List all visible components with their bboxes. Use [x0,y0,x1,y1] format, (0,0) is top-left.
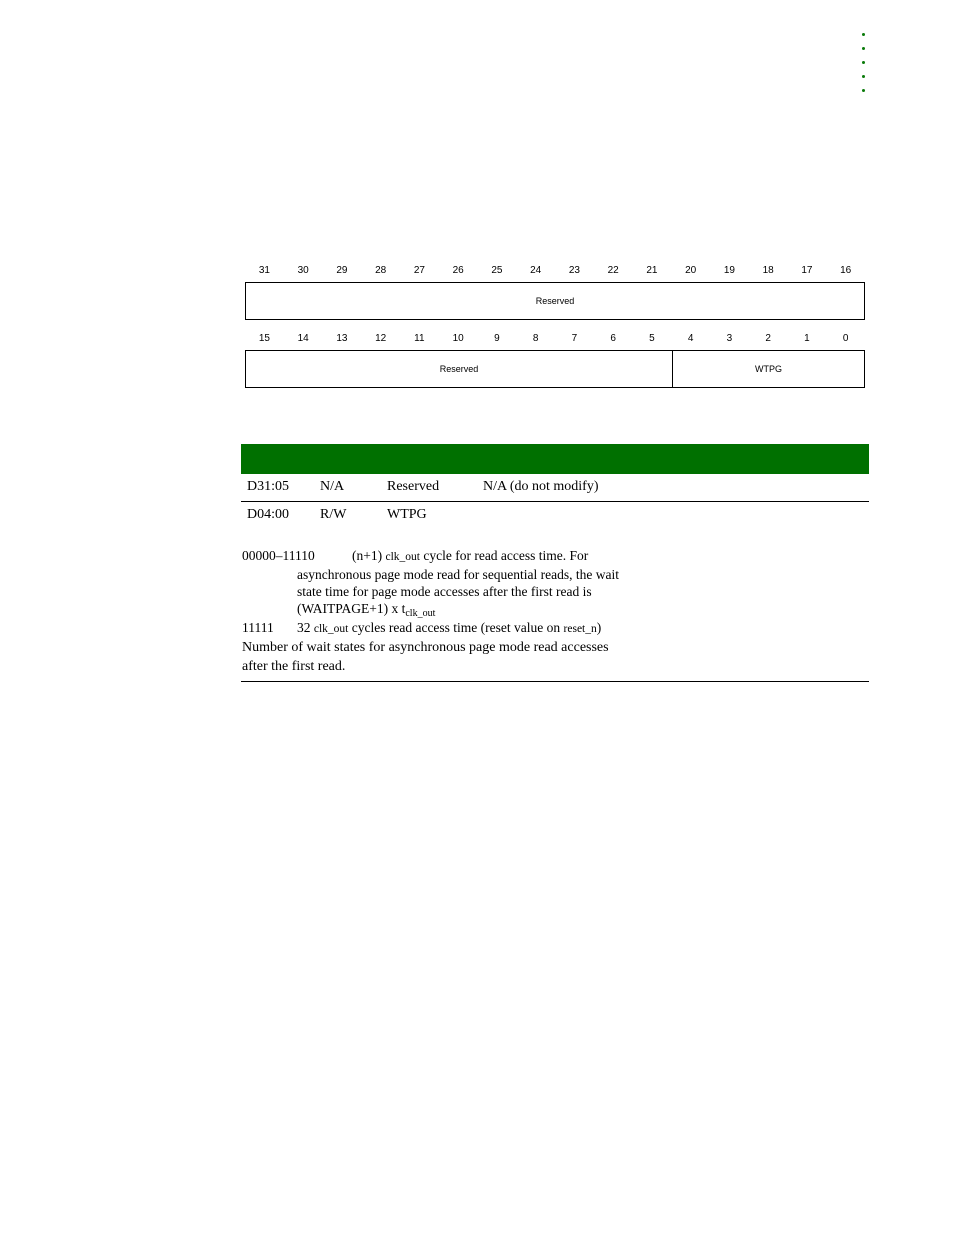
access-cell: R/W [320,507,347,522]
bit-number: 20 [685,265,697,276]
wtpg-field [672,351,864,387]
bit-number: 23 [568,265,580,276]
bit-number: 17 [801,265,813,276]
bit-number: 9 [494,333,500,344]
margin-dot [862,61,865,64]
bit-number: 25 [491,265,503,276]
reserved-field-low [246,351,672,387]
bit-number: 8 [532,333,539,344]
mnemonic-cell: Reserved [387,479,440,494]
bit-number: 14 [297,333,309,344]
margin-dot [862,89,865,92]
field-note [242,638,624,676]
reserved-label: Reserved [535,296,575,306]
margin-dot [862,33,865,36]
row-divider [241,501,869,502]
value-main-text: cycle for read access time. For asynchronous page mode read for sequential reads, the wait state time for page mode accesses after the first read is (WAITPAGE+1) x t [297,548,620,616]
value-code: 00000–11110 [242,548,315,563]
bit-number: 2 [765,333,771,344]
reserved-label: Reserved [439,364,479,374]
bit-number: 18 [762,265,774,276]
bit-number: 13 [336,333,348,344]
bit-number: 1 [804,333,810,344]
bit-number: 26 [452,265,464,276]
value-prefix: 32 [297,620,314,635]
bit-number: 5 [649,333,655,344]
table-header [241,444,869,474]
bit-number: 11 [414,333,425,344]
bit-number: 22 [607,265,619,276]
bit-number: 6 [610,333,616,344]
bit-number: 28 [375,265,387,276]
bit-number: 10 [452,333,464,344]
margin-dot [862,47,865,50]
bit-number: 19 [723,265,735,276]
margin-dot [862,75,865,78]
value-end: ) [596,620,602,635]
bit-number: 27 [413,265,425,276]
bit-number: 15 [258,333,270,344]
bit-number: 0 [842,333,849,344]
table-bottom-border [241,681,869,682]
bit-number: 30 [297,265,309,276]
clk-out-term: clk_out [313,623,349,635]
clk-out-subscript: clk_out [405,608,436,619]
clk-out-term: clk_out [385,551,420,563]
value-prefix: (n+1) [352,548,386,563]
value-code: 11111 [242,620,274,635]
bits-cell: D04:00 [247,507,289,522]
bit-number: 4 [687,333,694,344]
bit-number: 7 [571,333,578,344]
bit-numbers-high [245,264,865,278]
bit-number: 12 [375,333,387,344]
mnemonic-cell: WTPG [387,507,427,522]
bit-number: 21 [646,265,658,276]
access-cell: N/A [320,479,345,494]
reset-n-term: reset_n [563,623,597,635]
register-high [245,282,865,320]
bit-number: 16 [840,265,852,276]
bit-number: 31 [258,265,270,276]
wtpg-label: WTPG [755,364,782,374]
description-cell: N/A (do not modify) [483,479,599,494]
bits-cell: D31:05 [247,479,289,494]
reserved-field-high [246,283,864,319]
bit-number: 24 [530,265,542,276]
value-main-text: cycles read access time (reset value on [348,620,564,635]
bit-number: 29 [336,265,348,276]
note-text: Number of wait states for asynchronous page mode read accesses after the first read. [242,640,609,674]
bit-numbers-low [245,332,865,346]
value-description [297,619,627,638]
register-low [245,350,865,388]
bit-number: 3 [726,333,733,344]
value-description [297,547,627,617]
